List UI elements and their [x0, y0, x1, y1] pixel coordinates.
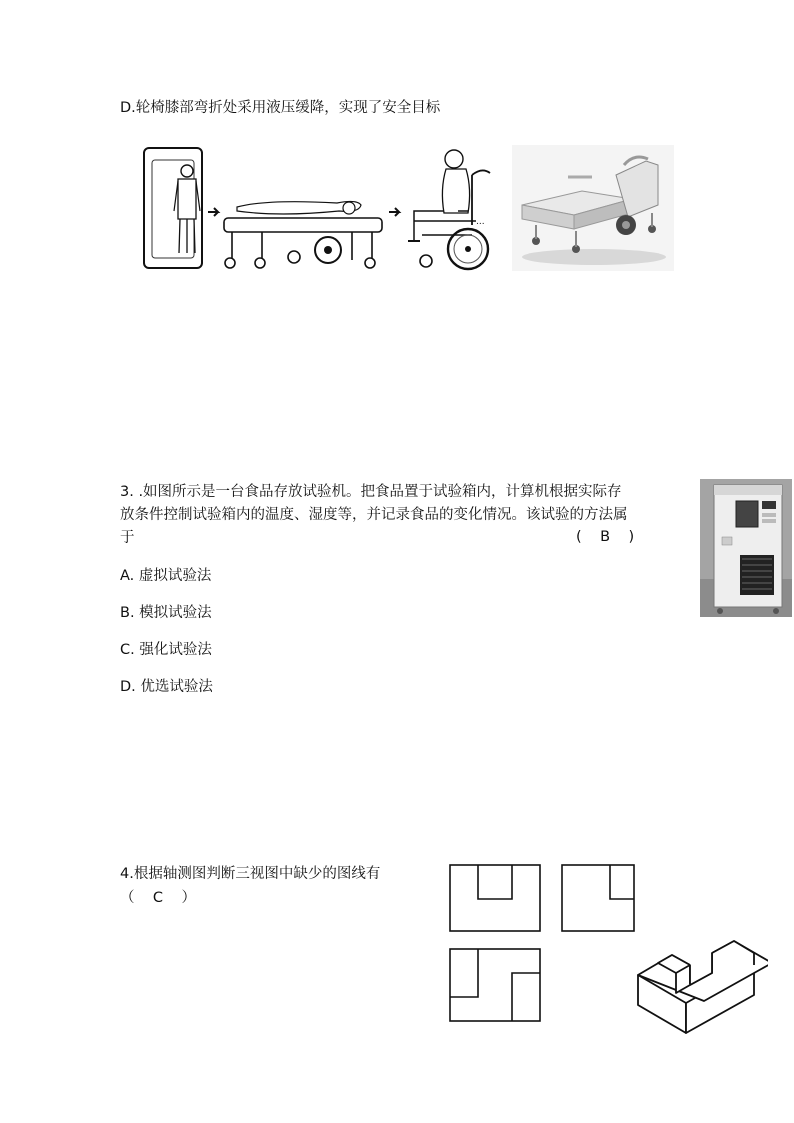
question-3-option-d: D. 优选试验法	[120, 679, 213, 695]
option-d-text: D.轮椅膝部弯折处采用液压缓降，实现了安全目标	[120, 100, 441, 116]
test-chamber-icon	[700, 479, 792, 617]
side-view-drawing	[562, 865, 634, 931]
wheelchair-sequence-illustration	[142, 145, 512, 275]
svg-text:...: ...	[476, 217, 485, 227]
question-4-answer: （ C ）	[120, 890, 196, 906]
orthographic-views	[448, 863, 768, 1043]
top-view-drawing	[450, 949, 540, 1021]
question-3-option-b: B. 模拟试验法	[120, 605, 212, 621]
question-3-line-1: 3. .如图所示是一台食品存放试验机。把食品置于试验箱内，计算机根据实际存	[120, 484, 622, 500]
question-3-answer: ( B )	[576, 529, 635, 545]
front-view-drawing	[450, 865, 540, 931]
question-4-text: 4.根据轴测图判断三视图中缺少的图线有	[120, 866, 381, 882]
question-3-line-3: 于	[120, 530, 135, 546]
question-3-option-c: C. 强化试验法	[120, 642, 212, 658]
three-view-drawing-icon	[448, 863, 768, 1043]
isometric-drawing	[638, 941, 768, 1033]
bed-photo-icon	[512, 145, 674, 271]
question-3-line-2: 放条件控制试验箱内的温度、湿度等，并记录食品的变化情况。该试验的方法属	[120, 507, 628, 523]
question-3-option-a: A. 虚拟试验法	[120, 568, 212, 584]
test-chamber-photo	[700, 479, 792, 617]
wheelchair-bed-photo	[512, 145, 674, 271]
stand-lie-sit-icon	[142, 145, 512, 275]
